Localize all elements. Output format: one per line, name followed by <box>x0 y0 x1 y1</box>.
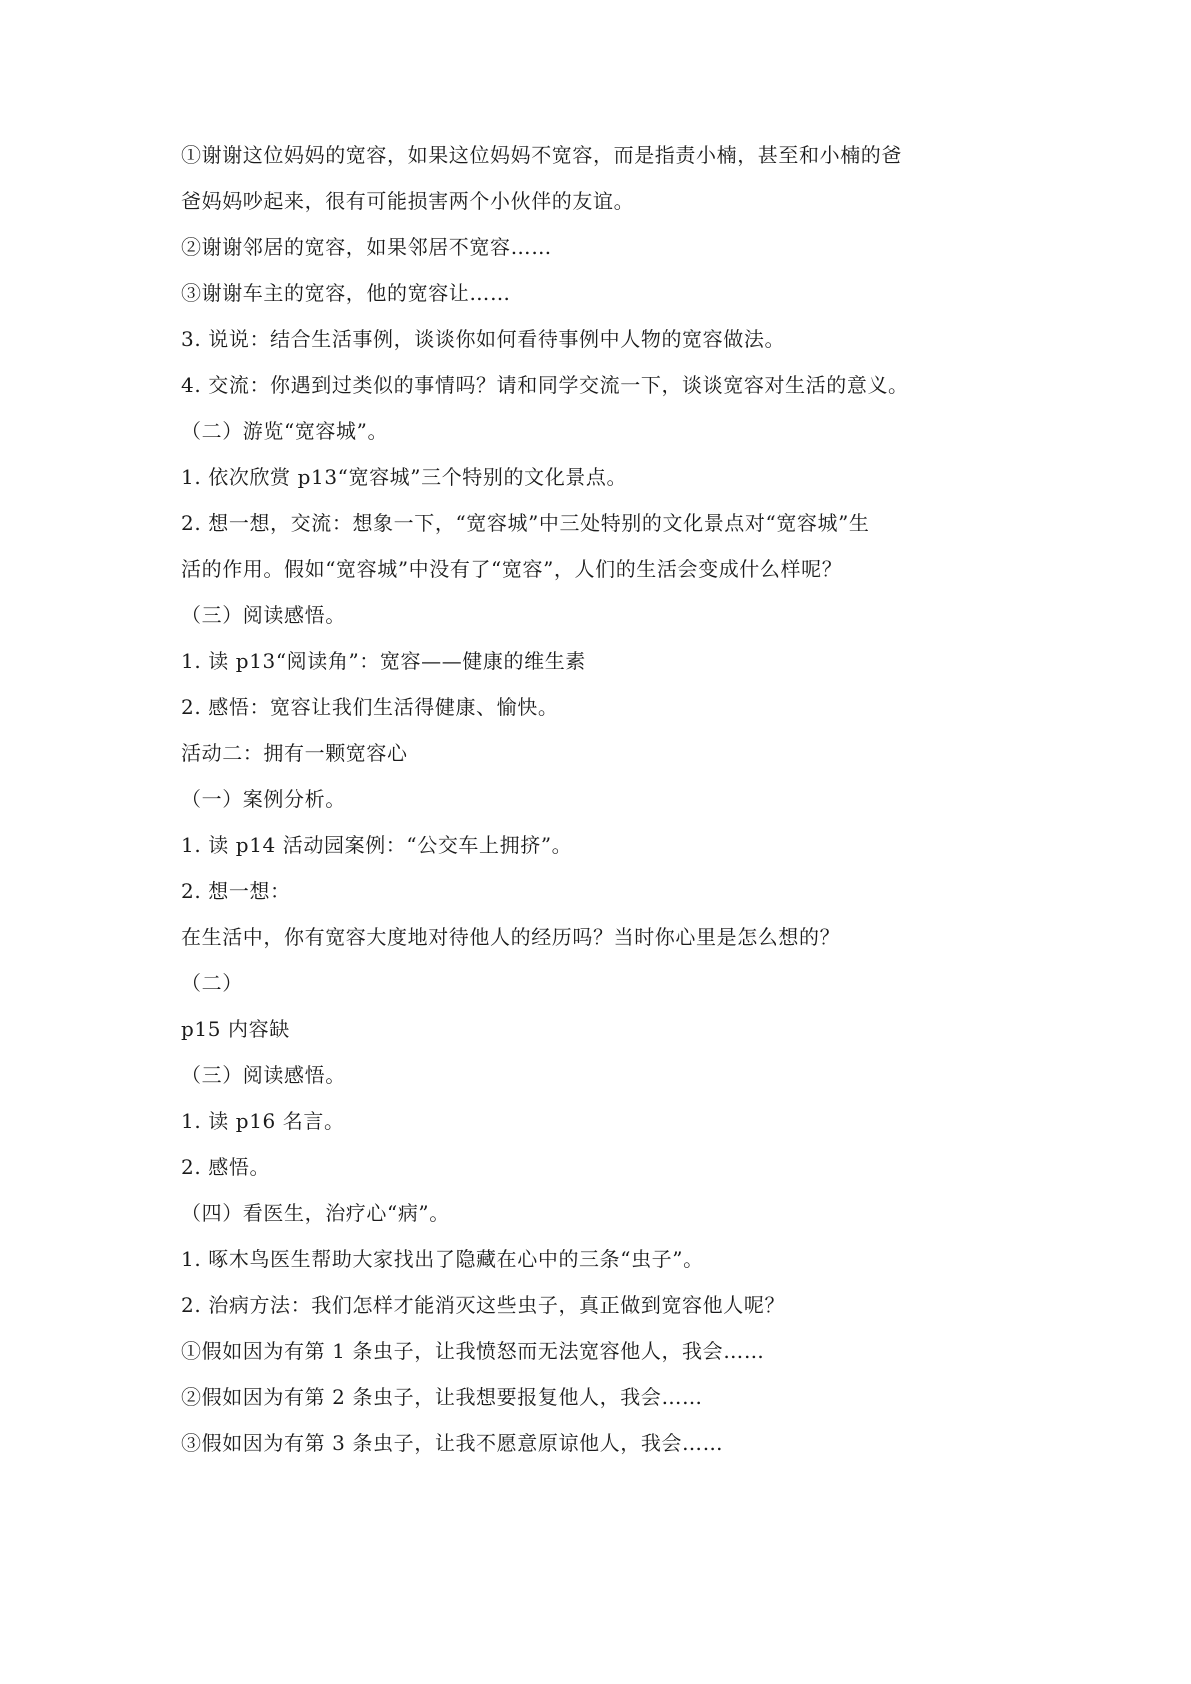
text-line: 4. 交流：你遇到过类似的事情吗？请和同学交流一下，谈谈宽容对生活的意义。 <box>181 373 909 397</box>
section-heading: （四）看医生，治疗心“病”。 <box>181 1201 450 1225</box>
text-line: 1. 啄木鸟医生帮助大家找出了隐藏在心中的三条“虫子”。 <box>181 1247 704 1271</box>
text-line: 在生活中，你有宽容大度地对待他人的经历吗？当时你心里是怎么想的？ <box>181 925 841 949</box>
text-line: 2. 想一想，交流：想象一下，“宽容城”中三处特别的文化景点对“宽容城”生 <box>181 511 870 535</box>
text-line: 2. 治病方法：我们怎样才能消灭这些虫子，真正做到宽容他人呢？ <box>181 1293 786 1317</box>
section-heading: （二）游览“宽容城”。 <box>181 419 389 443</box>
text-line: 2. 感悟。 <box>181 1155 271 1179</box>
text-line: 活的作用。假如“宽容城”中没有了“宽容”，人们的生活会变成什么样呢？ <box>181 557 843 581</box>
section-heading: （三）阅读感悟。 <box>181 1063 346 1087</box>
text-line: ①假如因为有第 1 条虫子，让我愤怒而无法宽容他人，我会…… <box>181 1339 765 1363</box>
text-line: ③假如因为有第 3 条虫子，让我不愿意原谅他人，我会…… <box>181 1431 724 1455</box>
text-line: p15 内容缺 <box>181 1017 290 1041</box>
text-line: 3. 说说：结合生活事例，谈谈你如何看待事例中人物的宽容做法。 <box>181 327 786 351</box>
text-line: 2. 想一想： <box>181 879 291 903</box>
text-line: ①谢谢这位妈妈的宽容，如果这位妈妈不宽容，而是指责小楠，甚至和小楠的爸 <box>181 143 902 167</box>
activity-heading: 活动二：拥有一颗宽容心 <box>181 741 408 765</box>
text-line: ③谢谢车主的宽容，他的宽容让…… <box>181 281 511 305</box>
text-line: 爸妈妈吵起来，很有可能损害两个小伙伴的友谊。 <box>181 189 635 213</box>
section-heading: （二） <box>181 971 243 995</box>
text-line: ②谢谢邻居的宽容，如果邻居不宽容…… <box>181 235 552 259</box>
text-line: 1. 依次欣赏 p13“宽容城”三个特别的文化景点。 <box>181 465 628 489</box>
section-heading: （一）案例分析。 <box>181 787 346 811</box>
text-line: 2. 感悟：宽容让我们生活得健康、愉快。 <box>181 695 559 719</box>
section-heading: （三）阅读感悟。 <box>181 603 346 627</box>
text-line: 1. 读 p16 名言。 <box>181 1109 345 1133</box>
text-line: 1. 读 p13“阅读角”：宽容——健康的维生素 <box>181 649 586 673</box>
text-line: 1. 读 p14 活动园案例：“公交车上拥挤”。 <box>181 833 573 857</box>
text-line: ②假如因为有第 2 条虫子，让我想要报复他人，我会…… <box>181 1385 703 1409</box>
